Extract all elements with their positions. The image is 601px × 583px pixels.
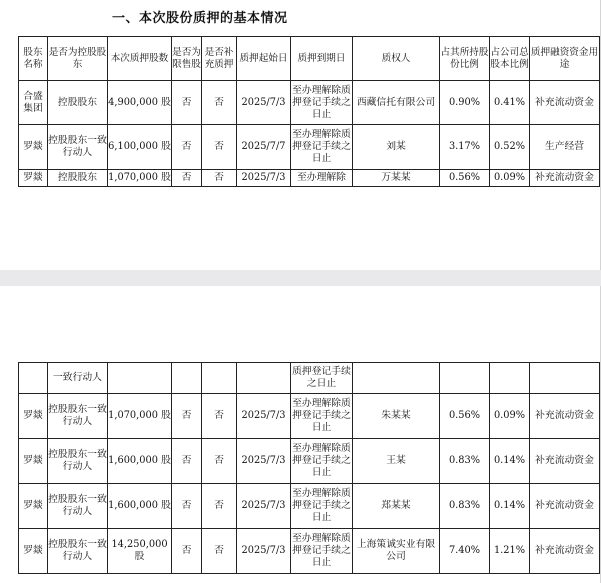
shares-cell: 6,100,000 股 [108, 125, 172, 170]
column-header: 质押到期日 [291, 37, 353, 81]
column-header: 是否为限售股 [172, 37, 202, 81]
shares-cell [108, 363, 172, 394]
holder-cell [19, 363, 48, 394]
holder-cell: 罗燚 [19, 439, 48, 484]
controlling-cell: 控股股东 [48, 170, 108, 187]
pct-held-cell: 0.83% [440, 439, 490, 484]
table-row [19, 439, 600, 484]
holder-cell: 罗燚 [19, 394, 48, 439]
shares-cell: 14,250,000 股 [108, 529, 172, 574]
start-date-cell: 2025/7/3 [237, 81, 291, 125]
purpose-cell: 补充流动资金 [530, 394, 600, 439]
purpose-cell: 补充流动资金 [530, 170, 600, 187]
purpose-cell: 补充流动资金 [530, 484, 600, 529]
holder-cell: 罗燚 [19, 529, 48, 574]
end-date-cell: 至办理解除质押登记手续之日止 [291, 125, 353, 170]
supplementary-cell: 否 [202, 529, 237, 574]
holder-cell: 罗燚 [19, 484, 48, 529]
table-row [19, 394, 600, 439]
pledgee-cell: 上海策诚实业有限公司 [353, 529, 440, 574]
holder-cell: 合盛集团 [19, 81, 48, 125]
column-header: 股东名称 [19, 37, 48, 81]
column-header: 质权人 [353, 37, 440, 81]
pct-total-cell [490, 363, 530, 394]
restricted-cell: 否 [172, 439, 202, 484]
shares-cell: 1,600,000 股 [108, 484, 172, 529]
pledgee-cell: 刘某 [353, 125, 440, 170]
supplementary-cell [202, 363, 237, 394]
shares-cell: 1,600,000 股 [108, 439, 172, 484]
supplementary-cell: 否 [202, 439, 237, 484]
column-header: 本次质押股数 [108, 37, 172, 81]
section-heading: 一、本次股份质押的基本情况 [112, 11, 288, 26]
pct-held-cell: 7.40% [440, 529, 490, 574]
column-header: 质押起始日 [237, 37, 291, 81]
pledge-table [18, 36, 600, 187]
table-row [19, 529, 600, 574]
controlling-cell: 一致行动人 [48, 363, 108, 394]
end-date-cell: 至办理解除质押登记手续之日止 [291, 439, 353, 484]
table-row [19, 484, 600, 529]
controlling-cell: 控股股东一致行动人 [48, 484, 108, 529]
pledgee-cell: 西藏信托有限公司 [353, 81, 440, 125]
holder-cell: 罗燚 [19, 125, 48, 170]
pct-total-cell: 0.41% [490, 81, 530, 125]
purpose-cell: 补充流动资金 [530, 439, 600, 484]
start-date-cell: 2025/7/3 [237, 170, 291, 187]
column-header: 是否为控股股东 [48, 37, 108, 81]
end-date-cell: 质押登记手续之日止 [291, 363, 353, 394]
purpose-cell: 补充流动资金 [530, 81, 600, 125]
table-row-continuation [19, 363, 600, 394]
supplementary-cell: 否 [202, 125, 237, 170]
pct-total-cell: 1.21% [490, 529, 530, 574]
column-header: 占公司总股本比例 [490, 37, 530, 81]
restricted-cell: 否 [172, 394, 202, 439]
shares-cell: 1,070,000 股 [108, 394, 172, 439]
controlling-cell: 控股股东一致行动人 [48, 529, 108, 574]
supplementary-cell: 否 [202, 394, 237, 439]
document-page-2 [0, 286, 601, 583]
start-date-cell [237, 363, 291, 394]
table-row [19, 125, 600, 170]
pct-total-cell: 0.14% [490, 439, 530, 484]
pct-total-cell: 0.09% [490, 170, 530, 187]
pct-held-cell: 0.90% [440, 81, 490, 125]
pct-total-cell: 0.14% [490, 484, 530, 529]
restricted-cell: 否 [172, 170, 202, 187]
restricted-cell [172, 363, 202, 394]
purpose-cell: 补充流动资金 [530, 529, 600, 574]
pledgee-cell: 郑某某 [353, 484, 440, 529]
pct-held-cell: 0.83% [440, 484, 490, 529]
restricted-cell: 否 [172, 484, 202, 529]
start-date-cell: 2025/7/7 [237, 125, 291, 170]
end-date-cell: 至办理解除质押登记手续之日止 [291, 484, 353, 529]
table-row [19, 81, 600, 125]
pct-held-cell [440, 363, 490, 394]
controlling-cell: 控股股东一致行动人 [48, 125, 108, 170]
supplementary-cell: 否 [202, 484, 237, 529]
pct-total-cell: 0.52% [490, 125, 530, 170]
end-date-cell: 至办理解除质押登记手续之日止 [291, 394, 353, 439]
restricted-cell: 否 [172, 125, 202, 170]
column-header: 质押融资资金用途 [530, 37, 600, 81]
restricted-cell: 否 [172, 529, 202, 574]
shares-cell: 4,900,000 股 [108, 81, 172, 125]
pledgee-cell: 万某某 [353, 170, 440, 187]
restricted-cell: 否 [172, 81, 202, 125]
end-date-cell: 至办理解除质押登记手续之日止 [291, 81, 353, 125]
end-date-cell: 至办理解除质押登记手续之日止 [291, 529, 353, 574]
start-date-cell: 2025/7/3 [237, 394, 291, 439]
pledge-table-continued [18, 362, 600, 574]
controlling-cell: 控股股东一致行动人 [48, 394, 108, 439]
pledgee-cell: 王某 [353, 439, 440, 484]
start-date-cell: 2025/7/3 [237, 439, 291, 484]
controlling-cell: 控股股东 [48, 81, 108, 125]
pledgee-cell: 朱某某 [353, 394, 440, 439]
supplementary-cell: 否 [202, 170, 237, 187]
purpose-cell: 生产经营 [530, 125, 600, 170]
start-date-cell: 2025/7/3 [237, 484, 291, 529]
end-date-cell: 至办理解除 [291, 170, 353, 187]
pct-held-cell: 0.56% [440, 170, 490, 187]
column-header: 是否补充质押 [202, 37, 237, 81]
pct-held-cell: 3.17% [440, 125, 490, 170]
pct-held-cell: 0.56% [440, 394, 490, 439]
start-date-cell: 2025/7/3 [237, 529, 291, 574]
document-page-1 [0, 0, 601, 270]
table-header-row [19, 37, 600, 81]
pct-total-cell: 0.09% [490, 394, 530, 439]
column-header: 占其所持股份比例 [440, 37, 490, 81]
holder-cell: 罗燚 [19, 170, 48, 187]
pledgee-cell [353, 363, 440, 394]
purpose-cell [530, 363, 600, 394]
table-row [19, 170, 600, 187]
supplementary-cell: 否 [202, 81, 237, 125]
controlling-cell: 控股股东一致行动人 [48, 439, 108, 484]
shares-cell: 1,070,000 股 [108, 170, 172, 187]
